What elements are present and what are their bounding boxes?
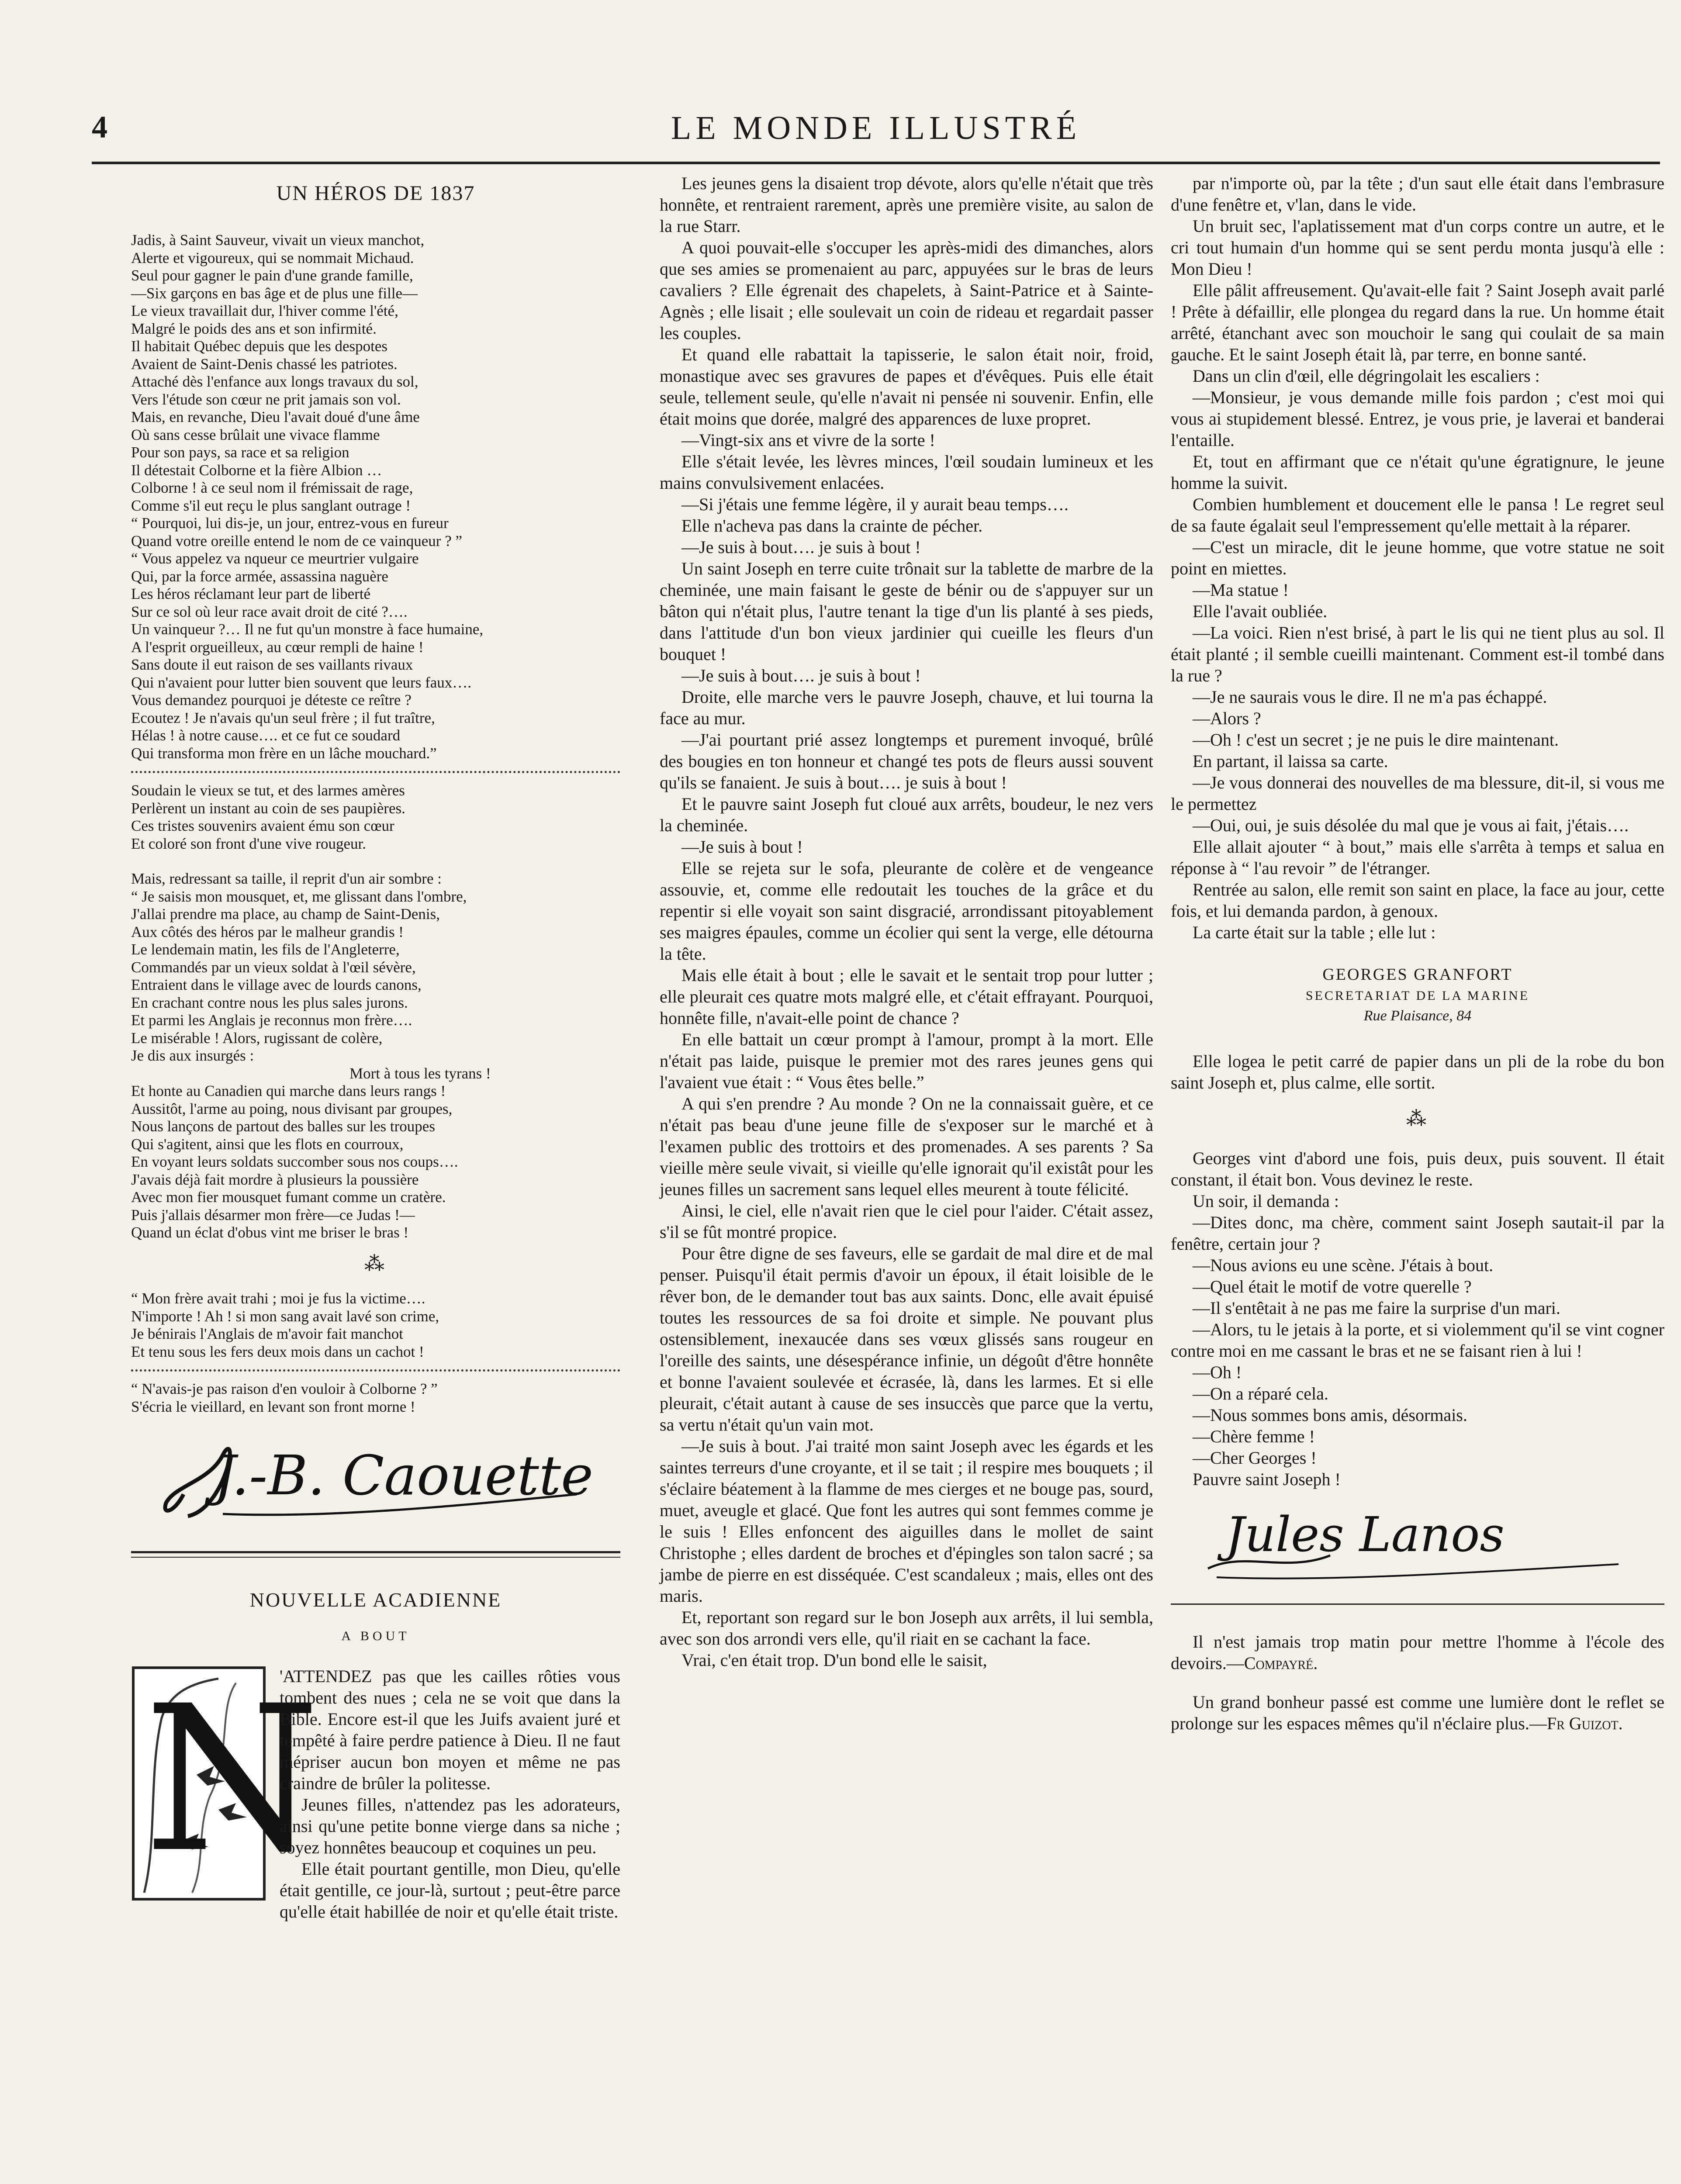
poem-line: Vers l'étude son cœur ne prit jamais son vol. [131, 390, 401, 408]
poem-line: “ N'avais-je pas raison d'en vouloir à Colborne ? ” [131, 1380, 438, 1397]
poem-line: Le lendemain matin, les fils de l'Angleterre, [131, 941, 400, 958]
poem-line: “ Vous appelez va nqueur ce meurtrier vulgaire [131, 550, 419, 567]
poem-line: Les héros réclamant leur part de liberté [131, 585, 371, 602]
poem-line: Alerte et vigoureux, qui se nommait Michaud. [131, 249, 414, 266]
poem-line: N'importe ! Ah ! si mon sang avait lavé son crime, [131, 1307, 439, 1325]
story-paragraph: Elle n'acheva pas dans la crainte de pécher. [681, 516, 983, 536]
poem-line: “ Mon frère avait trahi ; moi je fus la victime…. [131, 1290, 425, 1307]
story-paragraph: Et quand elle rabattait la tapisserie, le salon était noir, froid, monastique avec ses gravures de papes et d'évêques. Puis elle était seule, tellement seule, qu'elle n'avait ni pensée ni souvenir. Enfin, elle était moins que dorée, malgré des apparences de luxe propret. [660, 345, 1153, 429]
poem-line: Entraient dans le village avec de lourds canons, [131, 976, 422, 993]
story-paragraph: —Oui, oui, je suis désolée du mal que je vous ai fait, j'étais…. [1193, 816, 1629, 835]
story-paragraph: A qui s'en prendre ? Au monde ? On ne la connaissait guère, et ce n'était pas beau d'une jeune fille de s'exposer sur le marché et à l'examen public des trottoirs et des promenades. A ses parents ? Sa vieille mère seule vivait, si vieille qu'elle ignorait qu'il existât pour les jeunes filles un sacrement sans lequel elles meurent à toute félicité. [660, 1094, 1153, 1199]
story-paragraph: Pour être digne de ses faveurs, elle se gardait de mal dire et de mal penser. Puisqu'il était permis d'avoir un époux, il était loisible de le rêver bon, de le demander tout bas aux saints. Donc, elle avait épuisé toutes les ressources de sa foi droite et simple. Ne pouvant plus ostensiblement, inexaucée dans ses vœux glissés sans rougeur en l'oreille des saints, une désespérance infinie, un dégoût d'être honnête et bonne l'avaient soulevée et écrasée, là, dans les larmes. Et si elle pleurait, c'était autant à cause de ses insuccès que parce que la vertu, sa vertu n'était qu'un vain mot. [660, 1244, 1153, 1434]
story-paragraph: Elle allait ajouter “ à bout,” mais elle s'arrêta à temps et salua en réponse à “ l'au revoir ” de l'étranger. [1171, 837, 1664, 878]
poem-line: Le misérable ! Alors, rugissant de colère, [131, 1029, 383, 1047]
story-paragraph: —Je vous donnerai des nouvelles de ma blessure, dit-il, si vous me le permettez [1171, 773, 1664, 814]
story-paragraph: Elle était pourtant gentille, mon Dieu, qu'elle était gentille, ce jour-là, surtout ; peut-être parce qu'elle était habillée de noir et qu'elle était triste. [280, 1859, 620, 1921]
poem [131, 232, 620, 1416]
card-office: SECRETARIAT DE LA MARINE [1305, 988, 1530, 1003]
story-paragraph: Elle se rejeta sur le sofa, pleurante de colère et de vengeance assouvie, et, comme elle redoutait les touches de la grâce et du repentir si elle voyait son saint disgracié, arrondissant pitoyablement ses maigres épaules, comme un écolier qui sent la verge, elle détourna la tête. [660, 858, 1153, 964]
card-name: GEORGES GRANFORT [1322, 965, 1513, 984]
story-subtitle: A BOUT [341, 1629, 410, 1643]
poem-line: Aux côtés des héros par le malheur grandis ! [131, 923, 404, 940]
poem-line: A l'esprit orgueilleux, au cœur rempli de haine ! [131, 638, 424, 656]
poem-line: Où sans cesse brûlait une vivace flamme [131, 426, 380, 443]
dropcap-letter: N [144, 1663, 320, 1897]
story-paragraph: —Ma statue ! [1193, 580, 1289, 600]
poem-line: J'avais déjà fait mordre à plusieurs la poussière [131, 1171, 419, 1188]
story-paragraph: —Je suis à bout. J'ai traité mon saint Joseph avec les égards et les saintes terreurs d'une croyante, et il se tait ; il respire mes bouquets ; il s'éclaire béatement à la flamme de mes cierges et ne bouge pas, sourd, muet, aveugle et glacé. Que font les autres qui sont femmes comme je le suis ! Elles enfoncent des aiguilles dans le mollet de saint Christophe ; elles dardent de broches et d'épingles son talon sacré ; sa jambe de pierre en est disséquée. C'est scandaleux ; mais, elles ont des maris. [660, 1436, 1153, 1606]
story-paragraph: —Oh ! c'est un secret ; je ne puis le dire maintenant. [1193, 730, 1559, 750]
maxim-author: Compayré. [1244, 1653, 1318, 1673]
story-paragraph: En elle battait un cœur prompt à l'amour, prompt à la mort. Elle n'était pas laide, puisque le premier mot des rares jeunes gens qui l'avaient vue était : “ Vous êtes belle.” [660, 1030, 1153, 1092]
story-opening [131, 1663, 620, 1922]
story-paragraph: Georges vint d'abord une fois, puis deux, puis souvent. Il était constant, il était bon. Vous devinez le reste. [1171, 1148, 1664, 1189]
story-paragraph: —On a réparé cela. [1193, 1384, 1328, 1403]
story-paragraph: —Dites donc, ma chère, comment saint Joseph sautait-il par la fenêtre, certain jour ? [1171, 1213, 1664, 1254]
poem-line: Aussitôt, l'arme au poing, nous divisant par groupes, [131, 1100, 453, 1117]
story-paragraph: En partant, il laissa sa carte. [1193, 751, 1388, 771]
story-paragraph: Et le pauvre saint Joseph fut cloué aux arrêts, boudeur, le nez vers la cheminée. [660, 794, 1153, 835]
poem-line: Avec mon fier mousquet fumant comme un cratère. [131, 1189, 446, 1206]
poem-line: Qui transforma mon frère en un lâche mouchard.” [131, 744, 437, 762]
story-paragraph: Combien humblement et doucement elle le pansa ! Le regret seul de sa faute égalait seul l'empressement qu'elle mettait à la réparer. [1171, 494, 1664, 536]
poem-line: —Six garçons en bas âge et de plus une fille— [131, 284, 418, 302]
story-paragraph: Droite, elle marche vers le pauvre Joseph, chauve, et lui tourna la face au mur. [660, 687, 1153, 728]
header-rule [92, 162, 1660, 164]
story-paragraph: 'ATTENDEZ pas que les cailles rôties vous tombent des nues ; cela ne se voit que dans la Bible. Encore est-il que les Juifs avaient juré et tempêté à faire perdre patience à Dieu. Il ne faut mépriser aucun bon moyen et même ne pas craindre de brûler la politesse. [280, 1666, 620, 1793]
story-paragraph: Elle logea le petit carré de papier dans un pli de la robe du bon saint Joseph et, plus calme, elle sortit. [1171, 1051, 1664, 1092]
story-paragraph: —J'ai pourtant prié assez longtemps et purement invoqué, brûlé des bougies en ton honneur et changé tes pots de fleurs aussi souvent qu'ils se fanaient. Je suis à bout…. je suis à bout ! [660, 730, 1153, 792]
maxim [1171, 1691, 1664, 1734]
poem-line: Attaché dès l'enfance aux longs travaux du sol, [131, 373, 419, 390]
poem-stanza-2 [131, 782, 620, 853]
poem-line: Quand un éclat d'obus vint me briser le bras ! [131, 1224, 409, 1241]
poem-line: Hélas ! à notre cause…. et ce fut ce soudard [131, 727, 401, 744]
poem-signature [157, 1429, 594, 1529]
story-paragraph: —Vingt-six ans et vivre de la sorte ! [681, 430, 935, 450]
story-paragraph: —Alors, tu le jetais à la porte, et si violemment qu'il se vint cogner contre moi en me cassant le bras et ne se faisant rien à lui ! [1171, 1320, 1664, 1361]
card-address: Rue Plaisance, 84 [1363, 1008, 1472, 1024]
story-ending [1171, 1147, 1664, 1490]
asterism: ⁂ [364, 1252, 387, 1275]
signature-text: Jules Lanos [1225, 1507, 1505, 1562]
poem-stanza-4 [131, 1290, 620, 1361]
story-paragraph: —Cher Georges ! [1193, 1448, 1317, 1468]
story-paragraph: —Je suis à bout…. je suis à bout ! [681, 537, 921, 557]
poem-line: “ Je saisis mon mousquet, et, me glissant dans l'ombre, [131, 888, 467, 905]
poem-line: Je bénirais l'Anglais de m'avoir fait manchot [131, 1325, 403, 1342]
story-paragraph: Rentrée au salon, elle remit son saint en place, la face au jour, cette fois, et lui demanda pardon, à genoux. [1171, 880, 1664, 921]
story-paragraph: —Monsieur, je vous demande mille fois pardon ; c'est moi qui vous ai stupidement blessé. Entrez, je vous prie, je laverai et banderai l'entaille. [1171, 387, 1664, 450]
story-paragraph: —Je suis à bout ! [681, 837, 803, 857]
poem-line: Le vieux travaillait dur, l'hiver comme l'été, [131, 302, 398, 319]
story-paragraph: Jeunes filles, n'attendez pas les adorateurs, ainsi qu'une petite bonne vierge dans sa niche ; soyez honnêtes beaucoup et coquines un peu. [280, 1795, 620, 1857]
poem-line: Je dis aux insurgés : [131, 1047, 254, 1064]
asterism: ⁂ [1406, 1107, 1429, 1130]
story-continued [1171, 1051, 1664, 1093]
poem-line: Qui, par la force armée, assassina naguère [131, 567, 388, 585]
poem-stanza-5 [131, 1380, 620, 1416]
story-paragraph: par n'importe où, par la tête ; d'un saut elle était dans l'embrasure d'une fenêtre et, v'lan, dans le vide. [1171, 173, 1664, 214]
maxim [1171, 1631, 1664, 1674]
story-paragraph: Les jeunes gens la disaient trop dévote, alors qu'elle n'était que très honnête, et rentraient rarement, après une première visite, au salon de la rue Starr. [660, 173, 1153, 236]
maxim-text: Il n'est jamais trop matin pour mettre l'homme à l'école des devoirs.— [1171, 1632, 1664, 1673]
poem-line: Un vainqueur ?… Il ne fut qu'un monstre à face humaine, [131, 621, 484, 638]
poem-line: Jadis, à Saint Sauveur, vivait un vieux manchot, [131, 232, 425, 249]
poem-line: Et coloré son front d'une vive rougeur. [131, 835, 366, 852]
poem-line: Perlèrent un instant au coin de ses paupières. [131, 799, 405, 817]
poem-line: Avaient de Saint-Denis chassé les patriotes. [131, 355, 398, 373]
story-paragraph: —C'est un miracle, dit le jeune homme, que votre statue ne soit point en miettes. [1171, 537, 1664, 578]
story-paragraph: —Si j'étais une femme légère, il y aurait beau temps…. [681, 494, 1069, 514]
story-paragraph: Un saint Joseph en terre cuite trônait sur la tablette de marbre de la cheminée, une main faisant le geste de bénir ou de s'appuyer sur un bâton qui n'était plus, l'autre tenant la tige d'un lis planté à ses pieds, dans l'attitude d'un bon vieux jardinier qui cueille les fleurs d'un bouquet ! [660, 559, 1153, 664]
poem-line: Qui s'agitent, ainsi que les flots en courroux, [131, 1135, 404, 1153]
poem-line: Seul pour gagner le pain d'une grande famille, [131, 267, 413, 284]
poem-line: Malgré le poids des ans et son infirmité. [131, 320, 377, 337]
poem-line: Et parmi les Anglais je reconnus mon frère…. [131, 1012, 412, 1029]
column-1 [131, 173, 620, 1922]
poem-line: Comme s'il eut reçu le plus sanglant outrage ! [131, 497, 411, 514]
story-paragraph: —La voici. Rien n'est brisé, à part le lis qui ne tient plus au sol. Il était planté ; il semble cueilli maintenant. Comment est-il tombé dans la rue ? [1171, 623, 1664, 685]
maxim-author: Fr Guizot. [1546, 1714, 1623, 1733]
story-paragraph: Dans un clin d'œil, elle dégringolait les escaliers : [1193, 366, 1540, 386]
poem-line: Mais, en revanche, Dieu l'avait doué d'une âme [131, 408, 420, 425]
story-paragraph: A quoi pouvait-elle s'occuper les après-midi des dimanches, alors que ses amies se promenaient au parc, appuyées sur le bras de leurs cavaliers ? Elle égrenait des chapelets, à Saint-Patrice et à Sainte-Agnès ; elle lisait ; elle soulevait un coin de rideau et regardait passer les couples. [660, 238, 1153, 343]
poem-line: Et tenu sous les fers deux mois dans un cachot ! [131, 1343, 424, 1360]
story-paragraph: Pauvre saint Joseph ! [1193, 1469, 1341, 1489]
poem-line: Nous lançons de partout des balles sur les troupes [131, 1118, 435, 1135]
maxim-text: Un grand bonheur passé est comme une lumière dont le reflet se prolonge sur les espaces mêmes qu'il n'éclaire plus.— [1171, 1692, 1664, 1733]
poem-line: Vous demandez pourquoi je déteste ce reître ? [131, 691, 412, 708]
story-paragraph: Elle pâlit affreusement. Qu'avait-elle fait ? Saint Joseph avait parlé ! Prête à défaillir, elle plongea du regard dans la rue. Un homme était arrêté, étanchant avec son mouchoir le sang qui coulait de sa main gauche. Et le saint Joseph était là, par terre, en bonne santé. [1171, 280, 1664, 364]
story-paragraph: —Il s'entêtait à ne pas me faire la surprise d'un mari. [1193, 1298, 1560, 1318]
poem-line: Mort à tous les tyrans ! [349, 1064, 491, 1082]
poem-line: Puis j'allais désarmer mon frère—ce Judas !— [131, 1206, 415, 1223]
poem-line: Sans doute il eut raison de ses vaillants rivaux [131, 656, 413, 673]
poem-line: Ces tristes souvenirs avaient ému son cœur [131, 817, 394, 834]
poem-line: Mais, redressant sa taille, il reprit d'un air sombre : [131, 870, 442, 887]
dotted-divider [131, 1369, 620, 1372]
poem-line: Il détestait Colborne et la fière Albion … [131, 461, 382, 479]
double-rule [131, 1551, 620, 1558]
story-paragraph: —Nous sommes bons amis, désormais. [1193, 1405, 1467, 1425]
story-paragraph: Et, tout en affirmant que ce n'était qu'une égratignure, le jeune homme la suivit. [1171, 452, 1664, 493]
poem-line: En crachant contre nous les plus sales jurons. [131, 994, 408, 1011]
story-signature [1199, 1503, 1636, 1586]
poem-line: J'allai prendre ma place, au champ de Saint-Denis, [131, 905, 440, 923]
poem-line: Soudain le vieux se tut, et des larmes amères [131, 782, 405, 799]
poem-line: Il habitait Québec depuis que les despotes [131, 338, 388, 355]
story-paragraph: —Nous avions eu une scène. J'étais à bout. [1193, 1255, 1494, 1275]
calling-card [1171, 965, 1664, 1024]
poem-stanza-3 [131, 870, 620, 1065]
poem-title: UN HÉROS DE 1837 [276, 182, 475, 205]
page-header [92, 109, 1660, 157]
story-continued [1171, 173, 1664, 943]
story-paragraph: Elle s'était levée, les lèvres minces, l'œil soudain lumineux et les mains convulsivement enlacées. [660, 452, 1153, 493]
poem-stanza-3-cont [131, 1082, 620, 1242]
story-paragraph: Vrai, c'en était trop. D'un bond elle le saisit, [681, 1650, 987, 1670]
dropcap-illustration [131, 1663, 320, 1901]
page-number: 4 [92, 110, 107, 145]
story-paragraph: —Je suis à bout…. je suis à bout ! [681, 666, 921, 685]
poem-line: Sur ce sol où leur race avait droit de cité ?…. [131, 603, 408, 620]
poem-line: Quand votre oreille entend le nom de ce vainqueur ? ” [131, 532, 463, 549]
poem-stanza-1 [131, 232, 620, 762]
story-paragraph: —Chère femme ! [1193, 1427, 1315, 1446]
column-3 [1171, 173, 1664, 1752]
poem-line: Commandés par un vieux soldat à l'œil sévère, [131, 958, 416, 976]
story-paragraph: —Quel était le motif de votre querelle ? [1193, 1277, 1472, 1296]
story-paragraph: Et, reportant son regard sur le bon Joseph aux arrêts, il lui sembla, avec son dos arrondi vers elle, qu'il riait en se cachant la face. [660, 1607, 1153, 1648]
poem-line: Pour son pays, sa race et sa religion [131, 444, 349, 461]
poem-line: Colborne ! à ce seul nom il frémissait de rage, [131, 479, 413, 496]
story-paragraph: Ainsi, le ciel, elle n'avait rien que le ciel pour l'aider. C'était assez, s'il se fût montré propice. [660, 1201, 1153, 1242]
poem-line: S'écria le vieillard, en levant son front morne ! [131, 1398, 415, 1415]
dotted-divider [131, 771, 620, 773]
story-title: NOUVELLE ACADIENNE [249, 1589, 502, 1611]
story-paragraph: Un bruit sec, l'aplatissement mat d'un corps contre un autre, et le cri tout humain d'un homme qui se sent perdu monta jusqu'à elle : Mon Dieu ! [1171, 216, 1664, 279]
poem-line: “ Pourquoi, lui dis-je, un jour, entrez-vous en fureur [131, 515, 449, 532]
story-paragraph: —Alors ? [1193, 708, 1261, 728]
story-paragraph: Un soir, il demanda : [1193, 1191, 1339, 1211]
signature-text: J.-B. Caouette [214, 1444, 594, 1507]
story-paragraph: La carte était sur la table ; elle lut : [1193, 923, 1436, 942]
story-paragraph: Mais elle était à bout ; elle le savait et le sentait trop pour lutter ; elle pleurait ces quatre mots malgré elle, et c'était effrayant. Pourquoi, honnête fille, n'avait-elle point de chance ? [660, 965, 1153, 1028]
column-2 [660, 173, 1153, 1671]
journal-title: LE MONDE ILLUSTRÉ [671, 110, 1081, 146]
story-paragraph: —Je ne saurais vous le dire. Il ne m'a pas échappé. [1193, 687, 1547, 707]
story-paragraph: Elle l'avait oubliée. [1193, 601, 1328, 621]
poem-line: En voyant leurs soldats succomber sous nos coups…. [131, 1153, 458, 1170]
story-paragraph: —Oh ! [1193, 1362, 1242, 1382]
poem-line: Ecoutez ! Je n'avais qu'un seul frère ; il fut traître, [131, 709, 435, 726]
poem-line: Et honte au Canadien qui marche dans leurs rangs ! [131, 1082, 446, 1099]
divider-rule [1171, 1603, 1664, 1605]
poem-line: Qui n'avaient pour lutter bien souvent que leurs faux…. [131, 674, 472, 691]
